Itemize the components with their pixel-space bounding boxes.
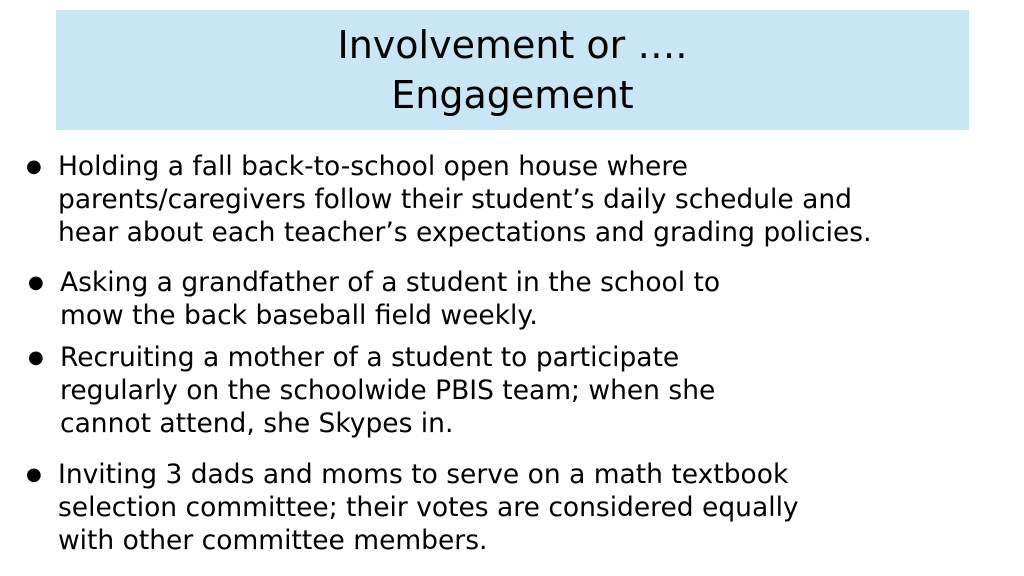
title-banner	[56, 10, 969, 130]
bullet-text-line: hear about each teacher’s expectations and grading policies.	[58, 217, 872, 248]
bullet-item-grandfather	[28, 266, 720, 332]
bullet-icon: ●	[28, 347, 44, 368]
slide-title-line-2: Engagement	[391, 73, 634, 117]
bullet-icon: ●	[26, 156, 42, 177]
bullet-text-line: with other committee members.	[58, 525, 488, 556]
bullet-text	[60, 341, 715, 440]
bullet-text-line: Recruiting a mother of a student to participate	[60, 342, 680, 373]
bullet-item-mother-pbis	[28, 341, 715, 440]
slide-title-line-1: Involvement or ….	[337, 23, 688, 67]
bullet-text	[58, 458, 799, 557]
bullet-text-line: Holding a fall back-to-school open house where	[58, 151, 688, 182]
bullet-text	[60, 266, 720, 332]
bullet-text	[58, 150, 872, 249]
bullet-text-line: Inviting 3 dads and moms to serve on a math textbook	[58, 459, 789, 490]
bullet-item-textbook-committee	[26, 458, 799, 557]
bullet-text-line: parents/caregivers follow their student’s daily schedule and	[58, 184, 852, 215]
bullet-icon: ●	[26, 464, 42, 485]
bullet-text-line: cannot attend, she Skypes in.	[60, 408, 454, 439]
bullet-text-line: selection committee; their votes are considered equally	[58, 492, 799, 523]
bullet-icon: ●	[28, 272, 44, 293]
bullet-item-open-house	[26, 150, 872, 249]
bullet-text-line: mow the back baseball field weekly.	[60, 300, 538, 331]
bullet-text-line: regularly on the schoolwide PBIS team; when she	[60, 375, 716, 406]
bullet-text-line: Asking a grandfather of a student in the school to	[60, 267, 721, 298]
